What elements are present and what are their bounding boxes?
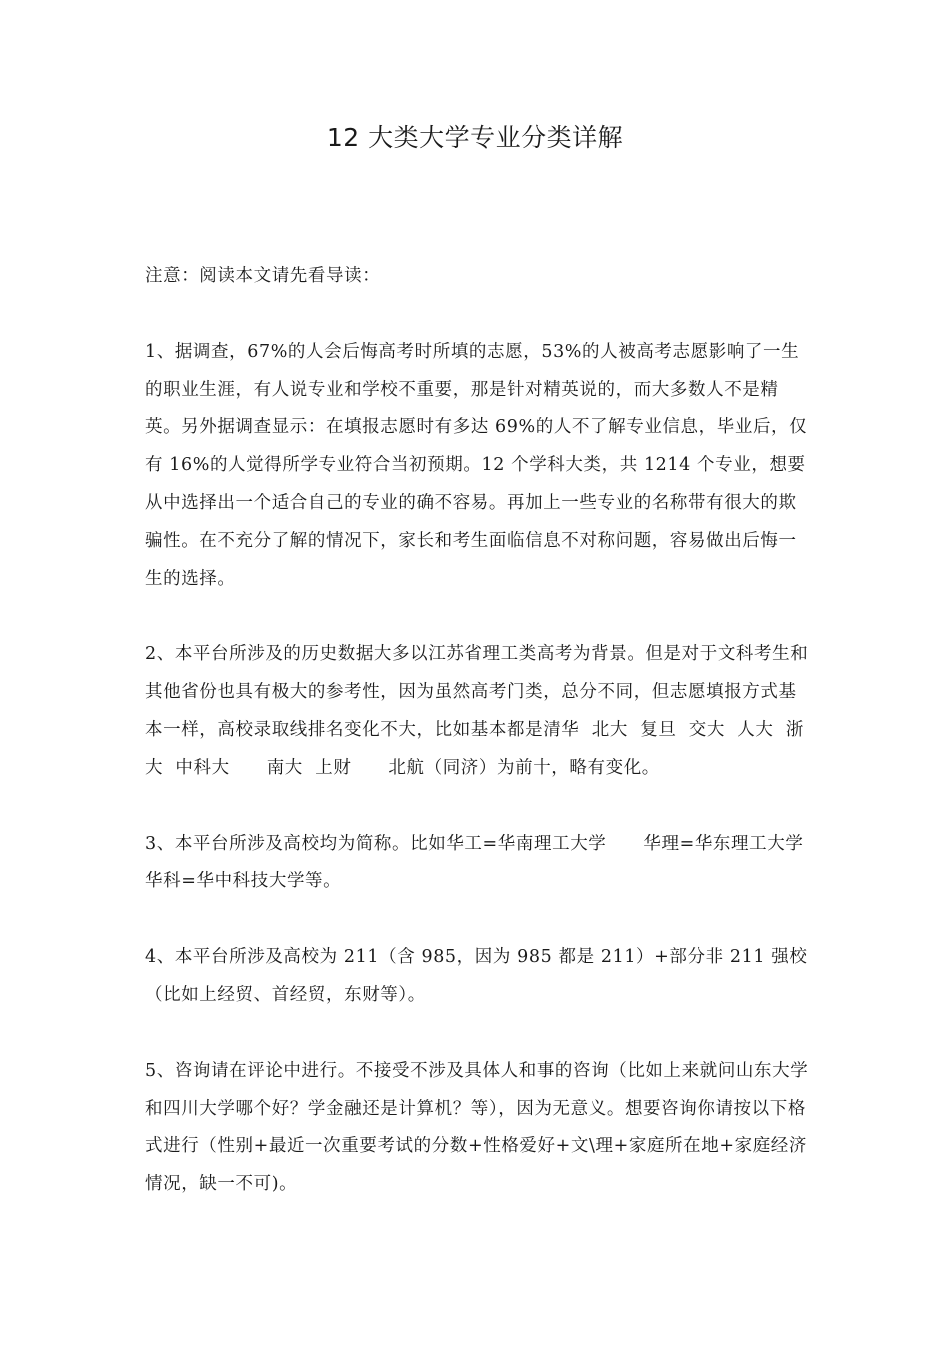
paragraph-4: 4、本平台所涉及高校为 211（含 985，因为 985 都是 211）+部分非 211 强校（比如上经贸、首经贸，东财等）。 — [145, 947, 808, 1005]
document-title: 12 大类大学专业分类详解 — [326, 123, 624, 152]
paragraph-2: 2、本平台所涉及的历史数据大多以江苏省理工类高考为背景。但是对于文科考生和其他省份也具有极大的参考性，因为虽然高考门类，总分不同，但志愿填报方式基本一样，高校录取线排名变化不大，比如基本都是清华 北大 复旦 交大 人大 浙大 中科大 南大 上财 北航（同济）为前十，略有变化。 — [145, 644, 809, 778]
document-body — [145, 258, 841, 1242]
paragraph-1: 1、据调查，67%的人会后悔高考时所填的志愿，53%的人被高考志愿影响了一生的职业生涯，有人说专业和学校不重要，那是针对精英说的，而大多数人不是精英。另外据调查显示：在填报志愿时有多达 69%的人不了解专业信息，毕业后，仅有 16%的人觉得所学专业符合当初预期。12 个学科大类，共 1214 个专业，想要从中选择出一个适合自己的专业的确不容易。再加上一些专业的名称带有很大的欺骗性。在不充分了解的情况下，家长和考生面临信息不对称问题，容易做出后悔一生的选择。 — [145, 341, 808, 589]
paragraph-5: 5、咨询请在评论中进行。不接受不涉及具体人和事的咨询（比如上来就问山东大学和四川大学哪个好？学金融还是计算机？等），因为无意义。想要咨询你请按以下格式进行（性别+最近一次重要考试的分数+性格爱好+文\理+家庭所在地+家庭经济情况，缺一不可)。 — [145, 1060, 809, 1195]
note-paragraph: 注意：阅读本文请先看导读： — [145, 266, 381, 286]
paragraph-3: 3、本平台所涉及高校均为简称。比如华工=华南理工大学 华理=华东理工大学 华科=华中科技大学等。 — [145, 833, 841, 892]
